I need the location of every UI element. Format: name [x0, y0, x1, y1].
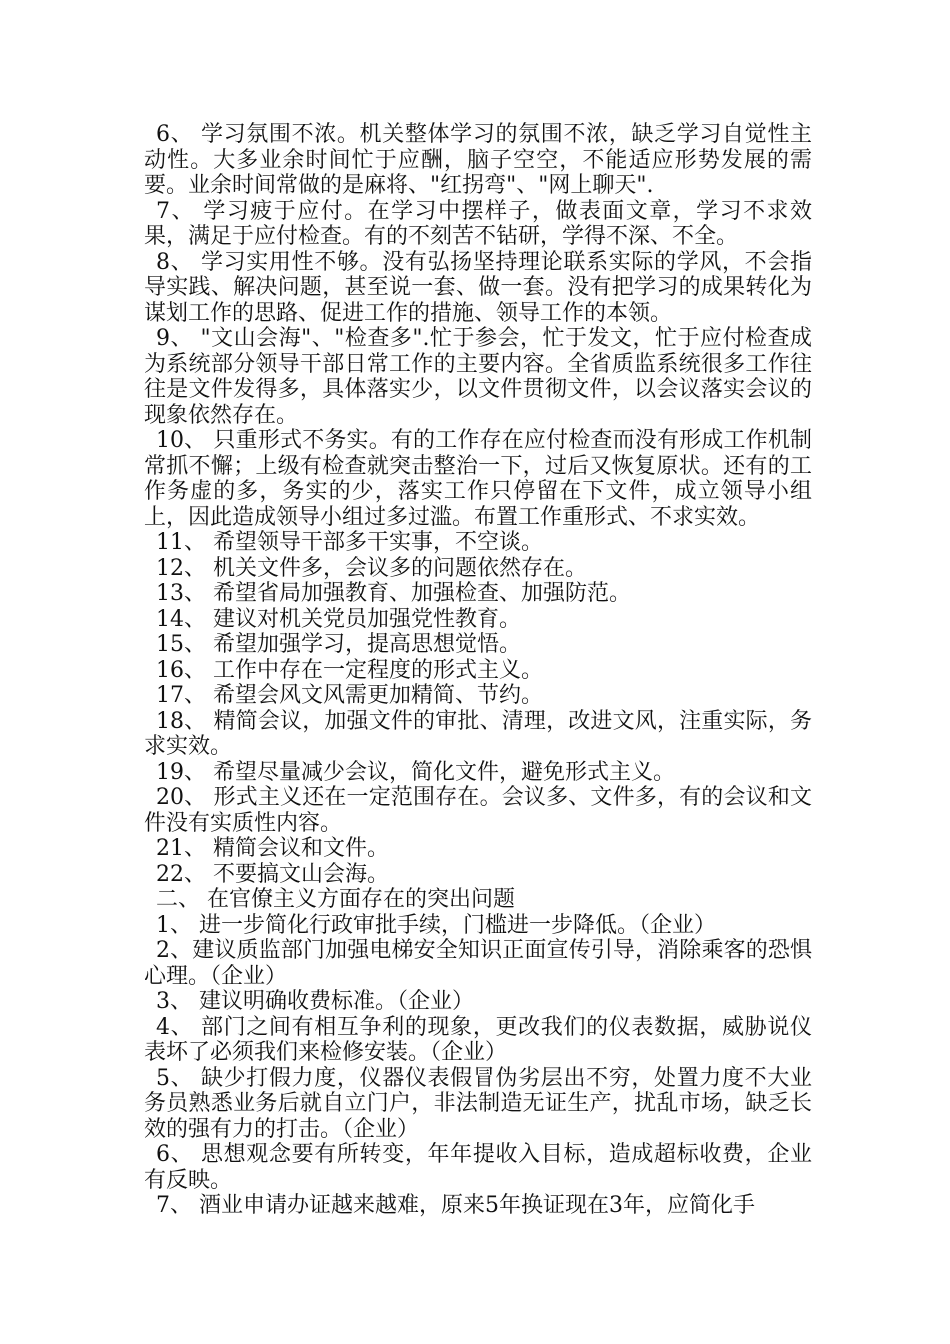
- paragraph-17: 17、 希望会风文风需更加精简、节约。: [156, 683, 543, 708]
- section-heading-bureaucratism: 二、 在官僚主义方面存在的突出问题: [156, 887, 515, 912]
- paragraph-14: 14、 建议对机关党员加强党性教育。: [156, 606, 521, 632]
- paragraph-16: 16、 工作中存在一定程度的形式主义。: [156, 657, 543, 683]
- paragraph-20: 20、 形式主义还在一定范围存在。会议多、文件多，有的会议和文件没有实质性内容。: [144, 785, 812, 836]
- enterprise-item-4: 4、 部门之间有相互争利的现象，更改我们的仪表数据，威胁说仪表坏了必须我们来检修安装。（企业）: [144, 1014, 812, 1065]
- paragraph-10-formalism: 10、 只重形式不务实。有的工作存在应付检查而没有形成工作机制常抓不懈；上级有检查就突击整治一下，过后又恢复原状。还有的工作务虚的多，务实的少，落实工作只停留在下文件，成立领导小组上，因此造成领导小组过多过滥。布置工作重形式、不求实效。: [144, 428, 812, 530]
- paragraph-13: 13、 希望省局加强教育、加强检查、加强防范。: [156, 581, 631, 606]
- paragraph-12: 12、 机关文件多，会议多的问题依然存在。: [156, 555, 587, 581]
- paragraph-9-meetings-documents: 9、 "文山会海"、"检查多".忙于参会，忙于发文，忙于应付检查成为系统部分领导干部日常工作的主要内容。全省质监系统很多工作往往是文件发得多，具体落实少，以文件贯彻文件，以会议落实会议的现象依然存在。: [144, 326, 812, 428]
- paragraph-22: 22、 不要搞文山会海。: [156, 861, 389, 887]
- paragraph-18: 18、 精简会议，加强文件的审批、清理，改进文风，注重实际，务求实效。: [144, 708, 812, 759]
- paragraph-21: 21、 精简会议和文件。: [156, 836, 389, 861]
- paragraph-6-study-atmosphere: 6、 学习氛围不浓。机关整体学习的氛围不浓，缺乏学习自觉性主动性。大多业余时间忙于应酬，脑子空空，不能适应形势发展的需要。业余时间常做的是麻将、"红拐弯"、"网上聊天".: [144, 122, 812, 198]
- paragraph-11: 11、 希望领导干部多干实事，不空谈。: [156, 530, 543, 555]
- enterprise-item-6: 6、 思想观念要有所转变，年年提收入目标，造成超标收费，企业有反映。: [144, 1142, 812, 1193]
- paragraph-15: 15、 希望加强学习，提高思想觉悟。: [156, 632, 521, 657]
- paragraph-19: 19、 希望尽量减少会议，简化文件，避免形式主义。: [156, 759, 675, 785]
- document-body: [144, 122, 812, 1219]
- enterprise-item-2: 2、建议质监部门加强电梯安全知识正面宣传引导，消除乘客的恐惧心理。（企业）: [144, 938, 812, 989]
- paragraph-7-study-perfunctory: 7、 学习疲于应付。在学习中摆样子，做表面文章，学习不求效果，满足于应付检查。有的不刻苦不钻研，学得不深、不全。: [144, 198, 812, 249]
- enterprise-item-1: 1、 进一步简化行政审批手续，门槛进一步降低。（企业）: [156, 912, 716, 938]
- enterprise-item-3: 3、 建议明确收费标准。（企业）: [156, 989, 474, 1014]
- enterprise-item-7: 7、 酒业申请办证越来越难，原来5年换证现在3年，应简化手: [156, 1193, 755, 1218]
- enterprise-item-5: 5、 缺少打假力度，仪器仪表假冒伪劣层出不穷，处置力度不大业务员熟悉业务后就自立门户，非法制造无证生产，扰乱市场，缺乏长效的强有力的打击。（企业）: [144, 1065, 812, 1142]
- paragraph-8-study-practicality: 8、 学习实用性不够。没有弘扬坚持理论联系实际的学风，不会指导实践、解决问题，甚至说一套、做一套。没有把学习的成果转化为谋划工作的思路、促进工作的措施、领导工作的本领。: [144, 249, 812, 326]
